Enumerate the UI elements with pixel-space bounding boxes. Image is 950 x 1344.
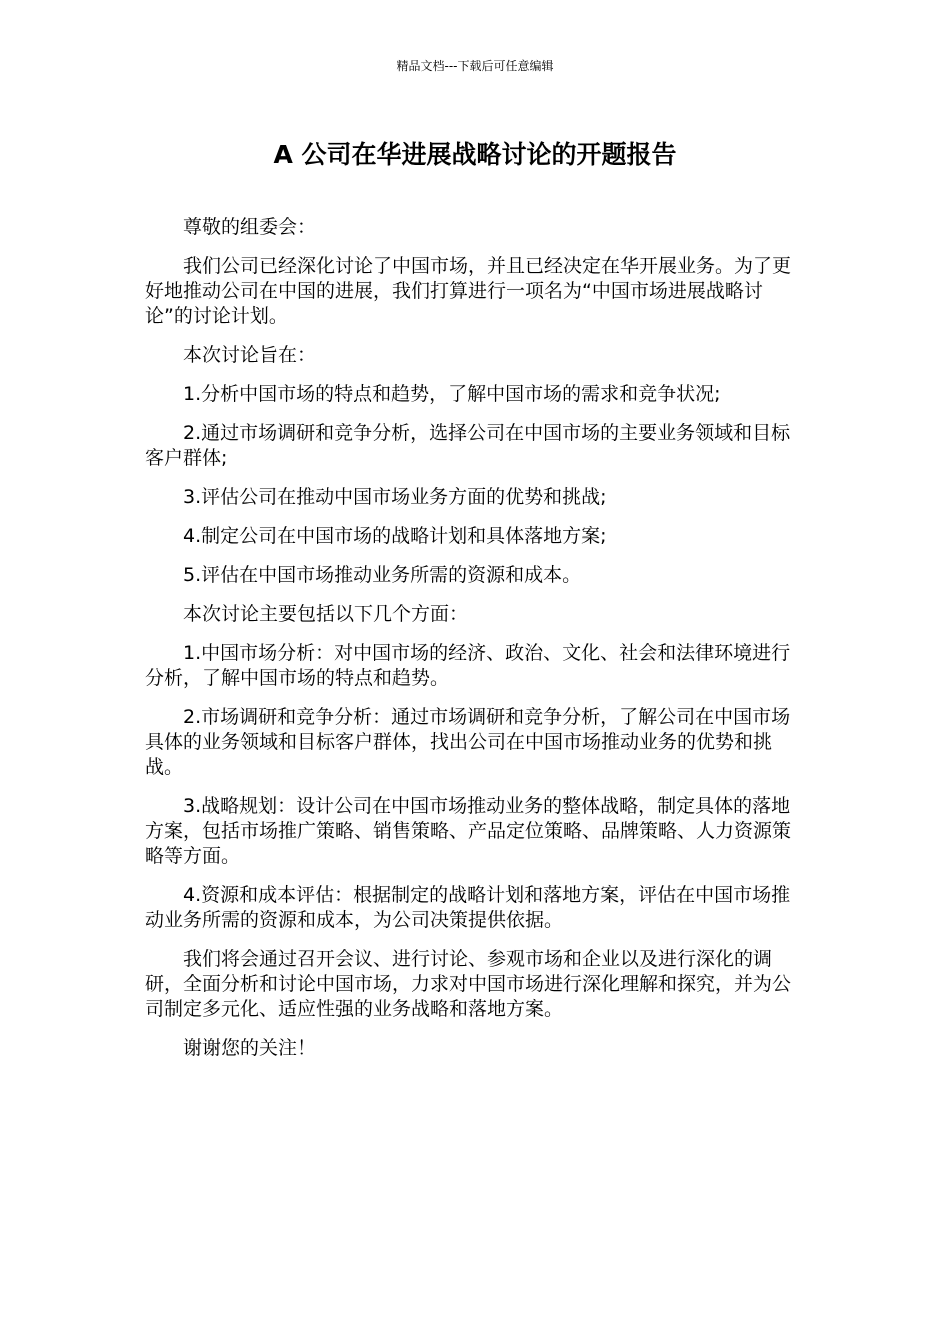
document-title: A 公司在华进展战略讨论的开题报告 bbox=[273, 140, 677, 169]
paragraph-aspects-heading: 本次讨论主要包括以下几个方面： bbox=[183, 603, 469, 625]
closing: 谢谢您的关注！ bbox=[183, 1037, 317, 1059]
paragraph-aims-heading: 本次讨论旨在： bbox=[183, 344, 317, 366]
aim-item-2: 2.通过市场调研和竞争分析，选择公司在中国市场的主要业务领域和目标客户群体; bbox=[145, 422, 791, 469]
aim-item-1: 1.分析中国市场的特点和趋势，了解中国市场的需求和竞争状况; bbox=[183, 383, 721, 405]
aim-item-5: 5.评估在中国市场推动业务所需的资源和成本。 bbox=[183, 564, 582, 586]
aspect-item-4: 4.资源和成本评估：根据制定的战略计划和落地方案，评估在中国市场推动业务所需的资源和成本，为公司决策提供依据。 bbox=[145, 884, 791, 931]
salutation: 尊敬的组委会： bbox=[183, 216, 317, 238]
aim-item-3: 3.评估公司在推动中国市场业务方面的优势和挑战; bbox=[183, 486, 607, 508]
paragraph-methods: 我们将会通过召开会议、进行讨论、参观市场和企业以及进行深化的调研，全面分析和讨论中国市场，力求对中国市场进行深化理解和探究，并为公司制定多元化、适应性强的业务战略和落地方案。 bbox=[145, 948, 792, 1020]
aspect-item-2: 2.市场调研和竞争分析：通过市场调研和竞争分析，了解公司在中国市场具体的业务领域和目标客户群体，找出公司在中国市场推动业务的优势和挑战。 bbox=[145, 706, 791, 778]
aspect-item-3: 3.战略规划：设计公司在中国市场推动业务的整体战略，制定具体的落地方案，包括市场推广策略、销售策略、产品定位策略、品牌策略、人力资源策略等方面。 bbox=[145, 795, 792, 867]
document-body bbox=[145, 215, 802, 1075]
paragraph-intro: 我们公司已经深化讨论了中国市场，并且已经决定在华开展业务。为了更好地推动公司在中国的进展，我们打算进行一项名为“中国市场进展战略讨论”的讨论计划。 bbox=[145, 255, 792, 327]
aim-item-4: 4.制定公司在中国市场的战略计划和具体落地方案; bbox=[183, 525, 607, 547]
page-header: 精品文档---下载后可任意编辑 bbox=[396, 59, 554, 73]
aspect-item-1: 1.中国市场分析：对中国市场的经济、政治、文化、社会和法律环境进行分析，了解中国市场的特点和趋势。 bbox=[145, 642, 791, 689]
